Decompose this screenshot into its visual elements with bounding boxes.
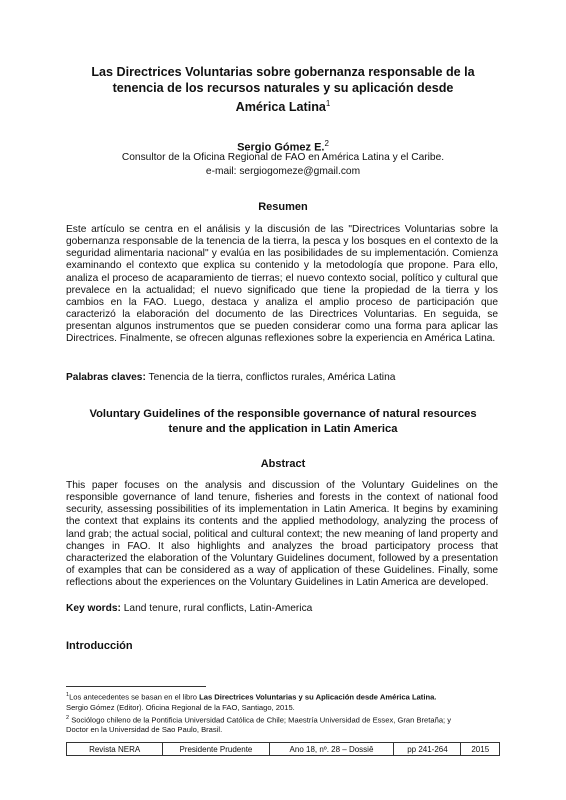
author-affiliation-block [0, 151, 566, 178]
footnote-1-book: Las Directrices Voluntarias y su Aplicación desde América Latina. [199, 692, 437, 702]
footnote-2-text-a: Sociólogo chileno de la Pontificia Universidad Católica de Chile; Maestría Universidad de Essex, Gran Bretaña; y [71, 715, 452, 725]
abstract-keywords [66, 602, 506, 615]
footnote-2-mark: 2 [66, 714, 70, 721]
english-title-line-1: Voluntary Guidelines of the responsible governance of natural resources [89, 408, 477, 420]
title-footnote-mark: 1 [325, 99, 331, 108]
abstract-heading: Abstract [260, 458, 306, 470]
title-line-2: tenencia de los recursos naturales y su aplicación desde [112, 81, 454, 95]
footer-pages: pp 241-264 [394, 743, 461, 756]
author-email: e-mail: sergiogomeze@gmail.com [205, 165, 361, 177]
resumen-keywords-label: Palabras claves: [66, 372, 146, 383]
footnote-2 [66, 713, 506, 726]
author-footnote-mark: 2 [324, 139, 329, 148]
resumen-keywords [66, 371, 506, 384]
author-name-text: Sergio Gómez E. [237, 141, 325, 154]
footnote-1-mark: 1 [66, 692, 70, 698]
title-line-3 [60, 96, 506, 115]
abstract-keywords-value: Land tenure, rural conflicts, Latin-America [123, 603, 313, 614]
footer-city: Presidente Prudente [163, 743, 269, 756]
footnote-1-text-a: Los antecedentes se basan en el libro [69, 692, 200, 702]
section-heading-introduccion: Introducción [66, 640, 133, 652]
footnotes [66, 690, 506, 735]
footnote-1 [66, 690, 506, 703]
article-title [60, 64, 506, 115]
abstract-keywords-label: Key words: [66, 603, 121, 614]
footer-year: 2015 [461, 743, 500, 756]
english-title-line-2: tenure and the application in Latin America [168, 422, 398, 435]
resumen-keywords-value: Tenencia de la tierra, conflictos rurales, América Latina [148, 372, 396, 383]
footnote-divider [66, 686, 206, 687]
footer-journal: Revista NERA [67, 743, 163, 756]
journal-footer [66, 742, 500, 756]
title-line-1: Las Directrices Voluntarias sobre gobernanza responsable de la [91, 65, 475, 79]
footnote-1-cont: Sergio Gómez (Editor). Oficina Regional de la FAO, Santiago, 2015. [66, 702, 295, 712]
footer-issue: Ano 18, nº. 28 – Dossiê [269, 743, 394, 756]
author-affiliation: Consultor de la Oficina Regional de FAO en América Latina y el Caribe. [121, 152, 445, 163]
abstract-text: This paper focuses on the analysis and discussion of the Voluntary Guidelines on the responsible governance of land tenure, fisheries and forests in the context of national food security, assessing possibilities of its implementation in Latin America. It begins by examining the context that explains its contents and the applied methodology, analyzing the process of land grab; the actual social, political and cultural context; the new meaning of land property and changes in FAO. It also highlights and analyzes the broad participatory process that characterized the elaboration of the Voluntary Guidelines document, followed by a presentation of examples that can be considered as a way of application of these Guidelines. Finally, some reflections about the experiences on the Voluntary Guidelines in Latin America are developed. [66, 480, 498, 589]
title-line-3-text: América Latina [235, 100, 326, 115]
resumen-text: Este artículo se centra en el análisis y la discusión de las "Directrices Voluntarias sobre la gobernanza responsable de la tenencia de la tierra, la pesca y los bosques en el contexto de la seguridad alimentaria nacional" y evalúa en las posibilidades de su implementación. Comienza examinando el contexto que explica su contenido y la metodología que propone. Para ello, analiza el proceso de acaparamiento de tierras; el nuevo contexto social, político y cultural que prevalece en la actualidad; el nuevo significado que tiene la propiedad de la tierra y los cambios en la FAO. Luego, destaca y analiza el amplio proceso de participación que caracterizó la elaboración del documento de las Directrices Voluntarias. En seguida, se presentan algunos instrumentos que se pueden considerar como una forma para aplicar las Directrices. Finalmente, se ofrecen algunas reflexiones sobre la experiencia en América Latina. [66, 224, 498, 345]
footnote-2-cont: Doctor en la Universidad de Sao Paulo, Brasil. [66, 725, 223, 735]
resumen-heading: Resumen [258, 201, 308, 213]
english-title [60, 407, 506, 436]
